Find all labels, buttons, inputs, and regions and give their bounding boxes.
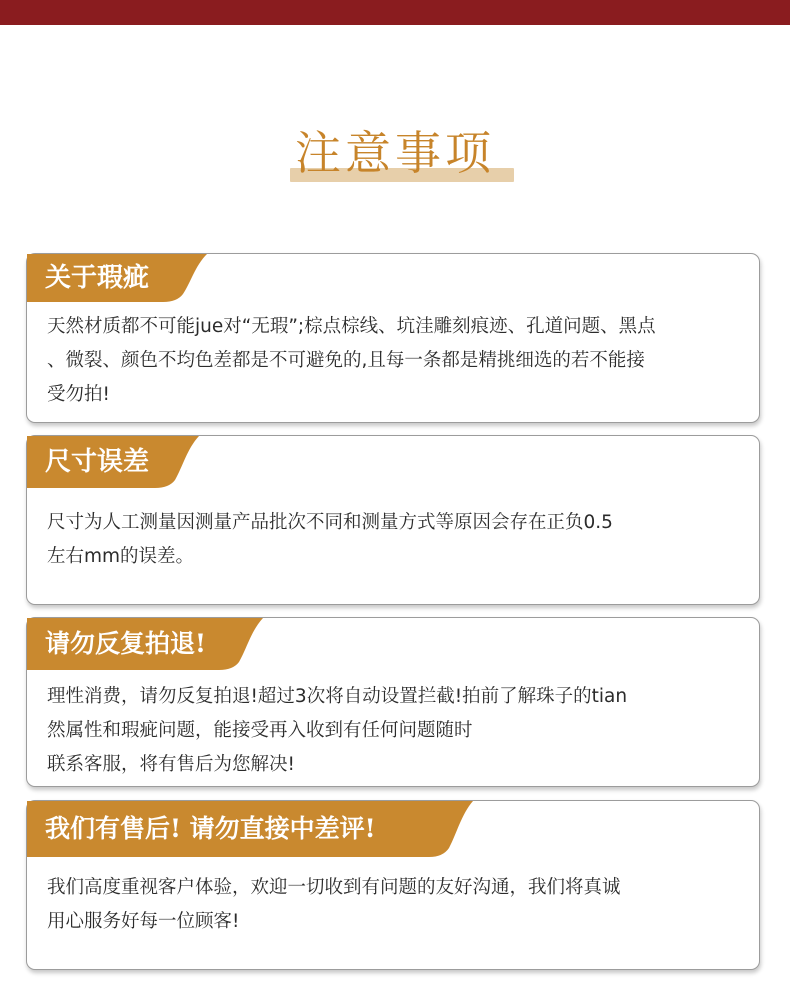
body-line: 用心服务好每一位顾客! (47, 911, 240, 932)
section-tag-size-error (27, 436, 199, 488)
section-tag-flaws (27, 254, 207, 302)
page-title: 注意事项 (295, 126, 495, 180)
section-title: 请勿反复拍退! (45, 629, 206, 658)
page-header (0, 122, 790, 192)
body-line: 理性消费，请勿反复拍退!超过3次将自动设置拦截!拍前了解珠子的tian (47, 686, 628, 707)
body-line: 、微裂、颜色不均色差都是不可避免的,且每一条都是精挑细选的若不能接 (47, 350, 645, 371)
body-line: 天然材质都不可能jue对“无瑕”;棕点棕线、坑洼雕刻痕迹、孔道问题、黑点 (47, 316, 656, 337)
top-banner-bar (0, 0, 790, 25)
section-body (47, 680, 745, 782)
section-title: 关于瑕疵 (45, 263, 150, 293)
section-body (47, 871, 745, 939)
section-body (47, 310, 745, 412)
section-title: 尺寸误差 (45, 447, 150, 477)
notice-card-flaws (26, 253, 760, 423)
notice-card-no-repeat-return (26, 617, 760, 787)
body-line: 联系客服，将有售后为您解决! (47, 754, 295, 775)
notice-card-size-error (26, 435, 760, 605)
section-tag-no-repeat-return (27, 618, 263, 670)
body-line: 左右mm的误差。 (47, 546, 195, 567)
notice-card-after-sales (26, 800, 760, 970)
section-tag-after-sales (27, 801, 473, 857)
section-title: 我们有售后! 请勿直接中差评! (45, 814, 376, 843)
body-line: 尺寸为人工测量因测量产品批次不同和测量方式等原因会存在正负0.5 (47, 512, 613, 533)
body-line: 受勿拍! (47, 384, 110, 405)
body-line: 然属性和瑕疵问题，能接受再入收到有任何问题随时 (47, 720, 473, 741)
section-body (47, 506, 745, 574)
body-line: 我们高度重视客户体验，欢迎一切收到有问题的友好沟通，我们将真诚 (47, 877, 621, 898)
